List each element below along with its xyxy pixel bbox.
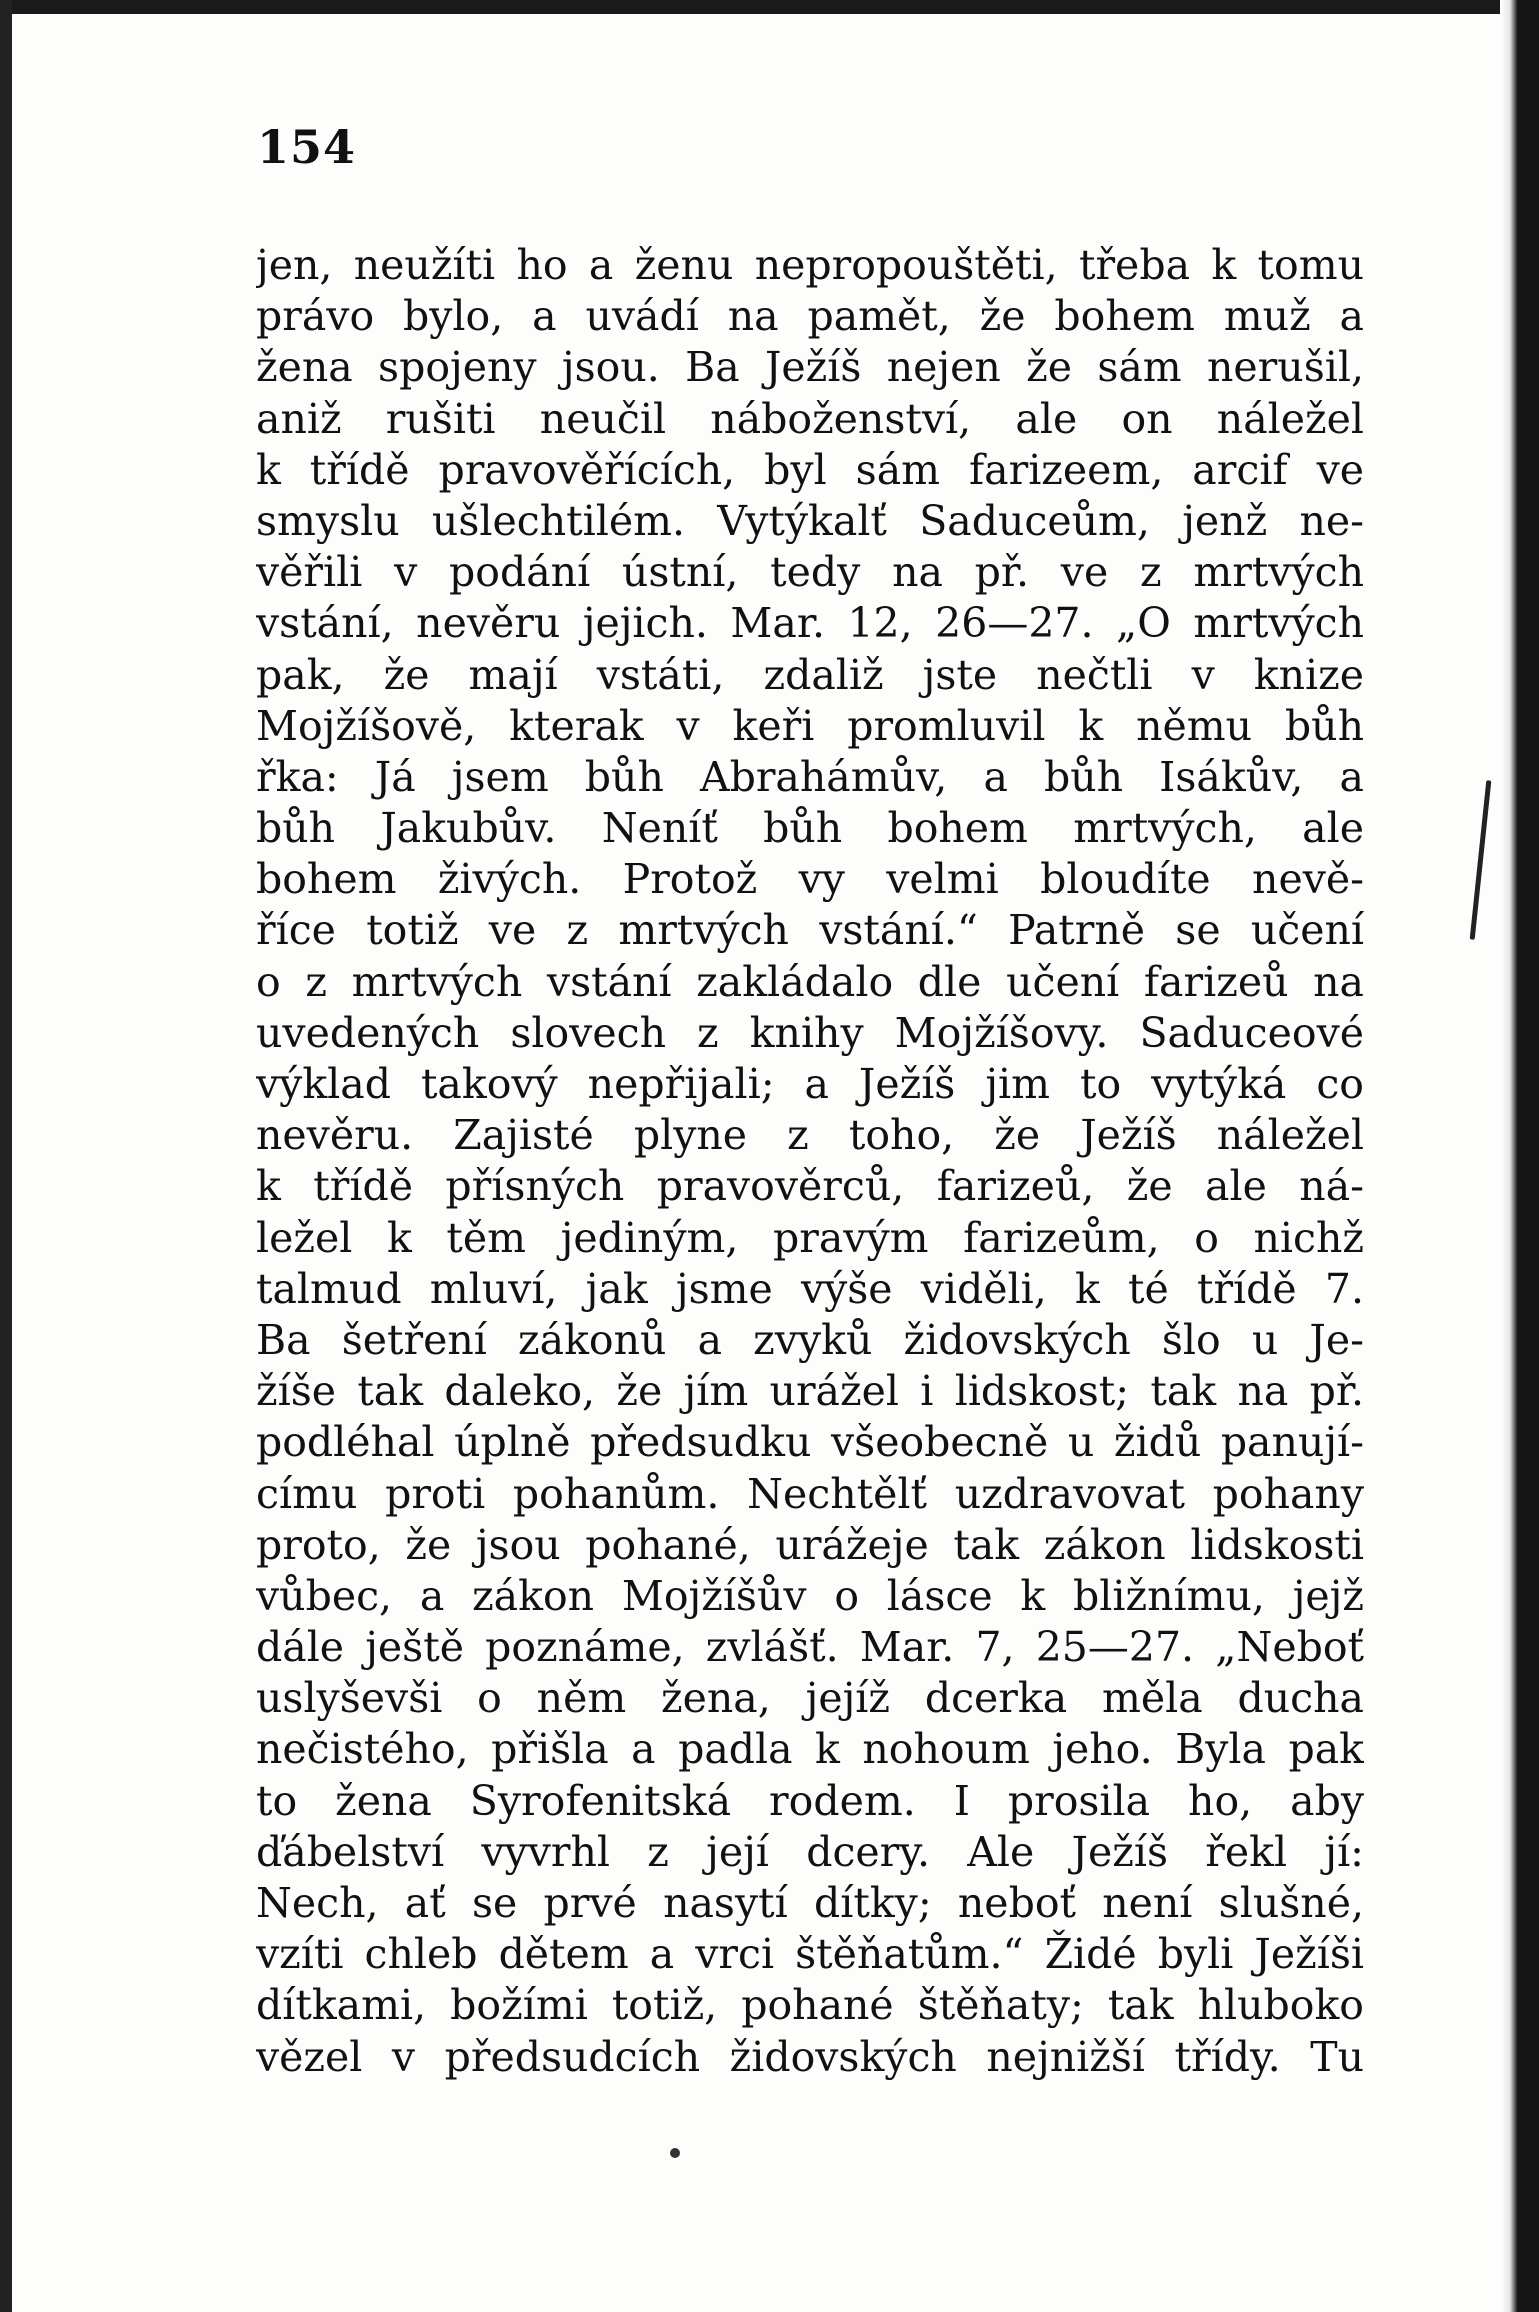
text-line: nevěru. Zajisté plyne z toho, že Ježíš náležel xyxy=(256,1111,1364,1160)
text-line: vůbec, a zákon Mojžíšův o lásce k bližnímu, jejž xyxy=(256,1571,1364,1620)
text-line: jen, neužíti ho a ženu nepropouštěti, třeba k tomu xyxy=(256,241,1364,289)
page-number: 154 xyxy=(257,120,357,174)
body-text xyxy=(256,240,1364,2083)
text-line: bůh Jakubův. Neníť bůh bohem mrtvých, ale xyxy=(256,804,1364,853)
text-line: podléhal úplně předsudku všeobecně u židů panují- xyxy=(256,1418,1364,1467)
scan-left-border xyxy=(0,0,12,2312)
text-line: ležel k těm jediným, pravým farizeům, o nichž xyxy=(256,1213,1364,1262)
scan-top-border xyxy=(0,0,1539,14)
text-line: uslyševši o něm žena, jejíž dcerka měla ducha xyxy=(256,1674,1364,1723)
text-line: dále ještě poznáme, zvlášť. Mar. 7, 25—27. „Neboť xyxy=(256,1623,1364,1672)
text-line: bohem živých. Protož vy velmi bloudíte nevě- xyxy=(256,855,1364,904)
text-line: vstání, nevěru jejich. Mar. 12, 26—27. „O mrtvých xyxy=(256,599,1364,648)
text-line: vzíti chleb dětem a vrci štěňatům.“ Židé byli Ježíši xyxy=(256,1930,1364,1979)
text-line: žena spojeny jsou. Ba Ježíš nejen že sám nerušil, xyxy=(256,343,1364,392)
text-line: dítkami, božími totiž, pohané štěňaty; tak hluboko xyxy=(256,1981,1364,2030)
text-line: uvedených slovech z knihy Mojžíšovy. Saduceové xyxy=(256,1008,1364,1057)
text-line: pak, že mají vstáti, zdaliž jste nečtli v knize xyxy=(256,650,1364,699)
text-line: Ba šetření zákonů a zvyků židovských šlo u Je- xyxy=(256,1315,1364,1364)
text-line: nečistého, přišla a padla k nohoum jeho. Byla pak xyxy=(256,1725,1364,1774)
text-line: vězel v předsudcích židovských nejnižší třídy. Tu xyxy=(256,2032,1364,2081)
text-line: smyslu ušlechtilém. Vytýkalť Saduceům, jenž ne- xyxy=(256,496,1364,545)
text-line: říce totiž ve z mrtvých vstání.“ Patrně se učení xyxy=(256,906,1364,955)
text-line: ďábelství vyvrhl z její dcery. Ale Ježíš řekl jí: xyxy=(256,1827,1364,1876)
text-line: k třídě přísných pravověrců, farizeů, že ale ná- xyxy=(256,1162,1364,1211)
text-line: o z mrtvých vstání zakládalo dle učení farizeů na xyxy=(256,957,1364,1006)
text-line: aniž rušiti neučil náboženství, ale on náležel xyxy=(256,394,1364,443)
text-line: věřili v podání ústní, tedy na př. ve z mrtvých xyxy=(256,548,1364,597)
text-line: proto, že jsou pohané, urážeje tak zákon lidskosti xyxy=(256,1520,1364,1569)
text-line: žíše tak daleko, že jím urážel i lidskost; tak na př. xyxy=(256,1367,1364,1416)
text-line: címu proti pohanům. Nechtělť uzdravovat pohany xyxy=(256,1469,1364,1518)
text-line: Nech, ať se prvé nasytí dítky; neboť není slušné, xyxy=(256,1879,1364,1927)
text-line: talmud mluví, jak jsme výše viděli, k té třídě 7. xyxy=(256,1264,1364,1313)
text-line: to žena Syrofenitská rodem. I prosila ho, aby xyxy=(256,1776,1364,1825)
text-line: k třídě pravověřících, byl sám farizeem, arcif ve xyxy=(256,445,1364,494)
text-line: Mojžíšově, kterak v keři promluvil k němu bůh xyxy=(256,701,1364,750)
print-speck xyxy=(670,2148,680,2158)
book-gutter-shadow xyxy=(1500,0,1539,2312)
text-line: výklad takový nepřijali; a Ježíš jim to vytýká co xyxy=(256,1060,1364,1108)
gutter-mark xyxy=(1470,780,1492,940)
text-line: právo bylo, a uvádí na pamět, že bohem muž a xyxy=(256,292,1364,341)
text-line: řka: Já jsem bůh Abrahámův, a bůh Isákův, a xyxy=(256,752,1364,801)
